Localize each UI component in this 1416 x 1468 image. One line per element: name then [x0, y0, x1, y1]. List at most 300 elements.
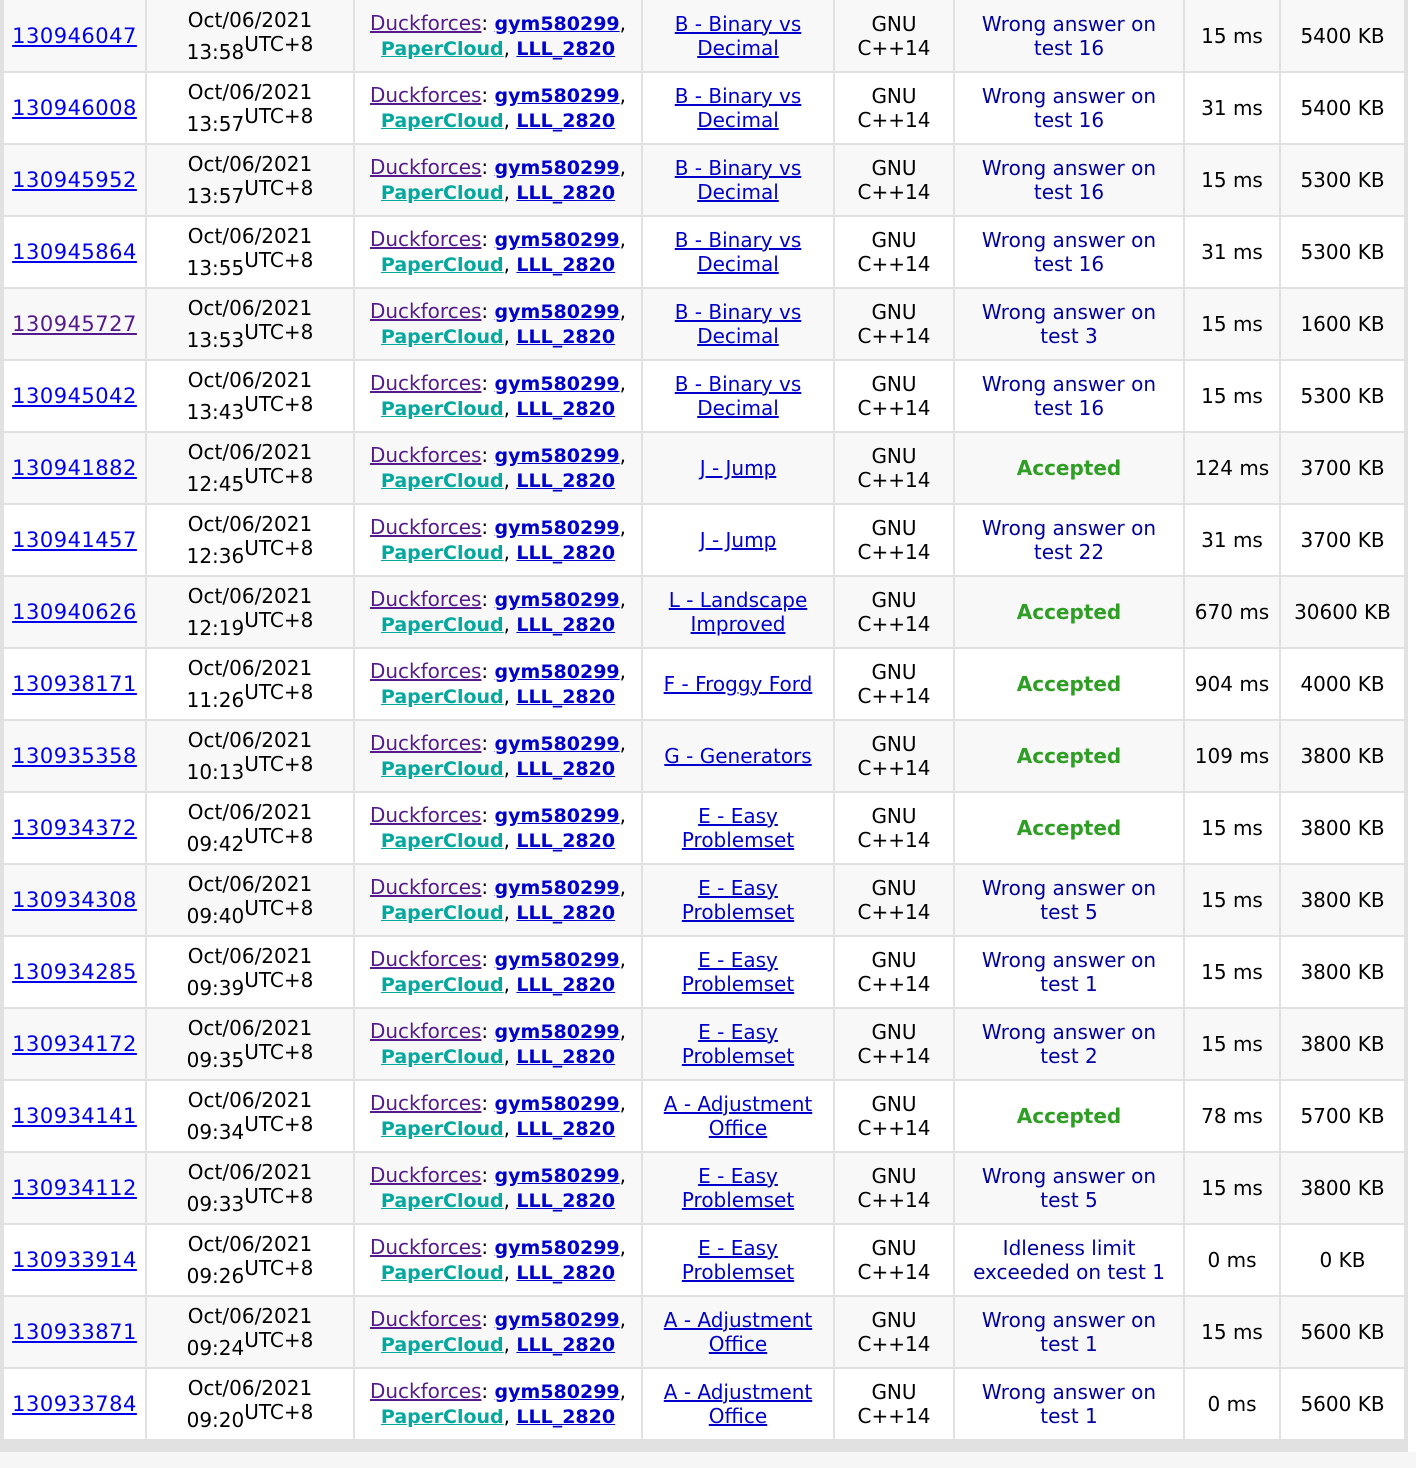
team-name-link[interactable]: Duckforces: [369, 10, 482, 35]
who-line-1: Duckforces: gym580299,: [369, 947, 626, 971]
verdict-label: Wrong answer on test 5: [981, 876, 1157, 924]
problem-cell: [642, 1008, 834, 1080]
team-member-link[interactable]: LLL_2820: [516, 254, 616, 276]
memory-cell: [1280, 216, 1404, 288]
when-cell: [146, 72, 354, 144]
problem-link[interactable]: J - Jump: [699, 528, 777, 552]
problem-cell: [642, 792, 834, 864]
timezone-label: UTC+8: [244, 1328, 314, 1352]
problem-cell: [642, 1080, 834, 1152]
problem-link[interactable]: B - Binary vs Decimal: [674, 156, 802, 204]
verdict-label: Wrong answer on test 16: [981, 228, 1157, 276]
verdict-cell: [954, 576, 1184, 648]
when-cell: [146, 288, 354, 360]
submission-date: Oct/06/2021: [187, 296, 313, 320]
time-consumed: 0 ms: [1207, 1392, 1257, 1416]
problem-link[interactable]: A - Adjustment Office: [663, 1092, 813, 1140]
team-member-link[interactable]: PaperCloud: [380, 686, 504, 708]
team-name-link[interactable]: Duckforces: [369, 371, 482, 395]
verdict-label: Wrong answer on test 1: [981, 1380, 1157, 1428]
submission-time: 09:20: [186, 1408, 245, 1432]
who-line-1: Duckforces: gym580299,: [369, 10, 626, 35]
submission-id-cell: [4, 144, 146, 216]
verdict-label: Wrong answer on test 2: [981, 1020, 1157, 1068]
memory-cell: [1280, 144, 1404, 216]
who-cell: [354, 432, 642, 504]
who-line-2: PaperCloud, LLL_2820: [380, 35, 616, 60]
team-member-link[interactable]: gym580299: [494, 12, 620, 35]
team-member-link[interactable]: LLL_2820: [516, 110, 616, 132]
team-member-link[interactable]: PaperCloud: [380, 254, 504, 276]
who-line-1: Duckforces: gym580299,: [369, 155, 626, 179]
team-member-link[interactable]: PaperCloud: [380, 830, 504, 852]
language-label: GNU C++14: [857, 228, 931, 276]
table-row: [4, 1152, 1404, 1224]
who-line-1: Duckforces: gym580299,: [369, 875, 626, 899]
memory-cell: [1280, 576, 1404, 648]
who-line-1: Duckforces: gym580299,: [369, 1091, 626, 1115]
time-consumed: 15 ms: [1201, 816, 1263, 840]
problem-cell: [642, 72, 834, 144]
language-label: GNU C++14: [857, 156, 931, 204]
team-member-link[interactable]: LLL_2820: [516, 758, 616, 780]
memory-consumed: 4000 KB: [1300, 672, 1385, 696]
time-cell: [1184, 648, 1280, 720]
when-cell: [146, 1008, 354, 1080]
time-consumed: 124 ms: [1194, 456, 1270, 480]
submission-date: Oct/06/2021: [187, 1376, 313, 1400]
time-cell: [1184, 1152, 1280, 1224]
problem-link[interactable]: B - Binary vs Decimal: [674, 228, 802, 276]
submission-id-link[interactable]: 130933784: [12, 1392, 137, 1416]
team-member-link[interactable]: LLL_2820: [516, 398, 616, 420]
time-cell: [1184, 720, 1280, 792]
team-member-link[interactable]: PaperCloud: [380, 326, 504, 348]
memory-consumed: 3800 KB: [1300, 888, 1385, 912]
time-cell: [1184, 936, 1280, 1008]
verdict-cell: [954, 288, 1184, 360]
team-member-link[interactable]: PaperCloud: [380, 1406, 504, 1428]
team-name-link[interactable]: Duckforces: [369, 83, 482, 107]
submission-id-link[interactable]: 130934285: [12, 960, 137, 984]
team-member-link[interactable]: PaperCloud: [380, 1334, 504, 1356]
who-cell: [354, 360, 642, 432]
verdict-cell: [954, 792, 1184, 864]
submission-date: Oct/06/2021: [187, 944, 313, 968]
team-member-link[interactable]: PaperCloud: [380, 1262, 504, 1284]
team-member-link[interactable]: gym580299: [494, 877, 620, 899]
table-row: [4, 1008, 1404, 1080]
team-name-link[interactable]: Duckforces: [369, 731, 482, 755]
memory-cell: [1280, 288, 1404, 360]
memory-cell: [1280, 1368, 1404, 1440]
table-row: [4, 144, 1404, 216]
problem-link[interactable]: F - Froggy Ford: [663, 672, 813, 696]
problem-link[interactable]: B - Binary vs Decimal: [674, 372, 802, 420]
team-member-link[interactable]: PaperCloud: [380, 398, 504, 420]
submissions-table-body: [4, 0, 1404, 1440]
team-member-link[interactable]: gym580299: [494, 733, 620, 755]
team-member-link[interactable]: gym580299: [494, 1309, 620, 1331]
team-member-link[interactable]: LLL_2820: [516, 614, 616, 636]
when-cell: [146, 504, 354, 576]
when-cell: [146, 1368, 354, 1440]
timezone-label: UTC+8: [244, 1112, 314, 1136]
who-line-2: PaperCloud, LLL_2820: [380, 1332, 616, 1356]
memory-consumed: 3700 KB: [1300, 528, 1385, 552]
submission-time-line: [153, 1400, 347, 1432]
team-name-link[interactable]: Duckforces: [369, 1019, 482, 1043]
submission-date: Oct/06/2021: [187, 584, 313, 608]
memory-cell: [1280, 504, 1404, 576]
submission-id-cell: [4, 216, 146, 288]
team-name-link[interactable]: Duckforces: [369, 1235, 482, 1259]
table-row: [4, 360, 1404, 432]
submission-time: 09:42: [186, 832, 245, 856]
when-cell: [146, 216, 354, 288]
language-label: GNU C++14: [857, 444, 931, 492]
team-member-link[interactable]: PaperCloud: [380, 614, 504, 636]
submission-time: 10:13: [186, 760, 245, 784]
team-member-link[interactable]: PaperCloud: [380, 182, 504, 204]
team-member-link[interactable]: PaperCloud: [380, 1118, 504, 1140]
who-line-2: PaperCloud, LLL_2820: [380, 180, 616, 204]
submission-id-link[interactable]: 130934112: [12, 1176, 137, 1200]
team-member-link[interactable]: gym580299: [494, 85, 620, 107]
language-label: GNU C++14: [857, 1020, 931, 1068]
team-member-link[interactable]: gym580299: [494, 661, 620, 683]
problem-link[interactable]: E - Easy Problemset: [681, 876, 795, 924]
table-row: [4, 1224, 1404, 1296]
submission-id-link[interactable]: 130946047: [12, 23, 137, 48]
team-member-link[interactable]: gym580299: [494, 1165, 620, 1187]
verdict-label: Accepted: [1016, 600, 1122, 624]
problem-link[interactable]: E - Easy Problemset: [681, 948, 795, 996]
when-cell: [146, 1080, 354, 1152]
submission-id-cell: [4, 1296, 146, 1368]
when-cell: [146, 720, 354, 792]
submission-time: 12:19: [186, 616, 245, 640]
team-name-link[interactable]: Duckforces: [369, 515, 482, 539]
verdict-cell: [954, 648, 1184, 720]
verdict-label: Wrong answer on test 5: [981, 1164, 1157, 1212]
problem-cell: [642, 936, 834, 1008]
problem-link[interactable]: E - Easy Problemset: [681, 804, 795, 852]
submission-time-line: [153, 464, 347, 496]
team-member-link[interactable]: gym580299: [494, 1237, 620, 1259]
language-cell: [834, 432, 954, 504]
who-cell: [354, 720, 642, 792]
submission-date: Oct/06/2021: [187, 512, 313, 536]
timezone-label: UTC+8: [244, 968, 314, 992]
team-member-link[interactable]: LLL_2820: [516, 326, 616, 348]
team-member-link[interactable]: LLL_2820: [516, 974, 616, 996]
team-name-link[interactable]: Duckforces: [369, 1163, 482, 1187]
submission-id-cell: [4, 1152, 146, 1224]
submission-id-link[interactable]: 130941457: [12, 528, 137, 552]
team-member-link[interactable]: PaperCloud: [380, 1046, 504, 1068]
who-cell: [354, 576, 642, 648]
problem-link[interactable]: L - Landscape Improved: [668, 588, 808, 636]
timezone-label: UTC+8: [244, 680, 314, 704]
problem-link[interactable]: B - Binary vs Decimal: [674, 300, 802, 348]
verdict-cell: [954, 72, 1184, 144]
who-cell: [354, 144, 642, 216]
problem-link[interactable]: A - Adjustment Office: [663, 1380, 813, 1428]
submission-id-cell: [4, 1368, 146, 1440]
time-cell: [1184, 1008, 1280, 1080]
team-member-link[interactable]: gym580299: [494, 805, 620, 827]
submission-id-link[interactable]: 130933871: [12, 1320, 137, 1344]
verdict-cell: [954, 504, 1184, 576]
submission-date: Oct/06/2021: [187, 1088, 313, 1112]
verdict-cell: [954, 864, 1184, 936]
team-member-link[interactable]: PaperCloud: [380, 758, 504, 780]
team-member-link[interactable]: LLL_2820: [516, 182, 616, 204]
memory-cell: [1280, 432, 1404, 504]
team-member-link[interactable]: LLL_2820: [516, 1190, 616, 1212]
memory-cell: [1280, 72, 1404, 144]
when-cell: [146, 1224, 354, 1296]
memory-consumed: 1600 KB: [1300, 312, 1385, 336]
language-label: GNU C++14: [857, 516, 931, 564]
submission-time-line: [153, 608, 347, 640]
team-member-link[interactable]: LLL_2820: [516, 1262, 616, 1284]
time-consumed: 15 ms: [1201, 960, 1263, 984]
submission-id-link[interactable]: 130945952: [12, 168, 137, 192]
submission-time: 13:58: [186, 39, 245, 64]
table-row: [4, 792, 1404, 864]
submission-time: 09:33: [186, 1192, 245, 1216]
timezone-label: UTC+8: [244, 824, 314, 848]
problem-link[interactable]: B - Binary vs Decimal: [674, 84, 802, 132]
who-cell: [354, 864, 642, 936]
when-cell: [146, 864, 354, 936]
table-row: [4, 864, 1404, 936]
team-member-link[interactable]: PaperCloud: [380, 110, 504, 132]
verdict-cell: [954, 936, 1184, 1008]
team-member-link[interactable]: LLL_2820: [516, 830, 616, 852]
table-row: [4, 1368, 1404, 1440]
verdict-cell: [954, 0, 1184, 72]
memory-cell: [1280, 648, 1404, 720]
team-name-link[interactable]: Duckforces: [369, 947, 482, 971]
language-label: GNU C++14: [857, 300, 931, 348]
submission-date: Oct/06/2021: [187, 7, 313, 32]
team-name-link[interactable]: Duckforces: [369, 1307, 482, 1331]
team-member-link[interactable]: LLL_2820: [516, 37, 616, 60]
verdict-label: Wrong answer on test 16: [981, 372, 1157, 420]
team-name-link[interactable]: Duckforces: [369, 1379, 482, 1403]
submission-date: Oct/06/2021: [187, 152, 313, 176]
team-member-link[interactable]: gym580299: [494, 589, 620, 611]
team-member-link[interactable]: LLL_2820: [516, 1406, 616, 1428]
submission-id-link[interactable]: 130945864: [12, 240, 137, 264]
submission-time: 12:36: [186, 544, 245, 568]
submission-time: 09:35: [186, 1048, 245, 1072]
when-cell: [146, 432, 354, 504]
problem-cell: [642, 216, 834, 288]
time-cell: [1184, 1296, 1280, 1368]
language-cell: [834, 504, 954, 576]
submission-time: 12:45: [186, 472, 245, 496]
verdict-cell: [954, 216, 1184, 288]
verdict-label: Accepted: [1016, 672, 1122, 696]
submission-time-line: [153, 752, 347, 784]
submission-id-link[interactable]: 130934172: [12, 1032, 137, 1056]
submission-time: 11:26: [186, 688, 245, 712]
team-name-link[interactable]: Duckforces: [369, 875, 482, 899]
language-label: GNU C++14: [857, 1236, 931, 1284]
team-member-link[interactable]: LLL_2820: [516, 470, 616, 492]
time-consumed: 109 ms: [1194, 744, 1270, 768]
problem-link[interactable]: E - Easy Problemset: [681, 1164, 795, 1212]
language-label: GNU C++14: [857, 11, 931, 60]
team-member-link[interactable]: LLL_2820: [516, 542, 616, 564]
who-line-1: Duckforces: gym580299,: [369, 299, 626, 323]
team-name-link[interactable]: Duckforces: [369, 227, 482, 251]
when-cell: [146, 1296, 354, 1368]
submission-id-link[interactable]: 130934372: [12, 816, 137, 840]
problem-link[interactable]: A - Adjustment Office: [663, 1308, 813, 1356]
team-name-link[interactable]: Duckforces: [369, 299, 482, 323]
language-cell: [834, 864, 954, 936]
submission-date: Oct/06/2021: [187, 224, 313, 248]
submission-time-line: [153, 896, 347, 928]
problem-link[interactable]: B - Binary vs Decimal: [674, 11, 802, 60]
submission-id-link[interactable]: 130946008: [12, 96, 137, 120]
who-cell: [354, 1152, 642, 1224]
verdict-label: Wrong answer on test 3: [981, 300, 1157, 348]
team-name-link[interactable]: Duckforces: [369, 803, 482, 827]
who-line-2: PaperCloud, LLL_2820: [380, 1188, 616, 1212]
team-member-link[interactable]: PaperCloud: [380, 1190, 504, 1212]
submission-time: 09:24: [186, 1336, 245, 1360]
submission-time-line: [153, 1112, 347, 1144]
team-member-link[interactable]: gym580299: [494, 157, 620, 179]
time-consumed: 15 ms: [1201, 888, 1263, 912]
team-member-link[interactable]: LLL_2820: [516, 902, 616, 924]
team-member-link[interactable]: gym580299: [494, 1093, 620, 1115]
submission-id-cell: [4, 792, 146, 864]
team-name-link[interactable]: Duckforces: [369, 659, 482, 683]
verdict-label: Wrong answer on test 1: [981, 1308, 1157, 1356]
time-cell: [1184, 576, 1280, 648]
memory-consumed: 3800 KB: [1300, 1176, 1385, 1200]
memory-consumed: 3800 KB: [1300, 816, 1385, 840]
submission-id-link[interactable]: 130940626: [12, 600, 137, 624]
time-consumed: 31 ms: [1201, 96, 1263, 120]
submission-id-link[interactable]: 130945042: [12, 384, 137, 408]
memory-cell: [1280, 792, 1404, 864]
memory-consumed: 5400 KB: [1300, 23, 1385, 48]
time-cell: [1184, 792, 1280, 864]
team-member-link[interactable]: gym580299: [494, 1021, 620, 1043]
team-member-link[interactable]: LLL_2820: [516, 686, 616, 708]
team-member-link[interactable]: gym580299: [494, 1381, 620, 1403]
submission-time-line: [153, 176, 347, 208]
submission-time-line: [153, 824, 347, 856]
problem-cell: [642, 576, 834, 648]
team-name-link[interactable]: Duckforces: [369, 443, 482, 467]
team-member-link[interactable]: PaperCloud: [380, 37, 504, 60]
memory-consumed: 5300 KB: [1300, 384, 1385, 408]
submission-time-line: [153, 1328, 347, 1360]
verdict-label: Wrong answer on test 16: [981, 84, 1157, 132]
language-cell: [834, 1080, 954, 1152]
submission-id-link[interactable]: 130935358: [12, 744, 137, 768]
submission-id-cell: [4, 0, 146, 72]
submission-time: 09:26: [186, 1264, 245, 1288]
when-cell: [146, 0, 354, 72]
problem-link[interactable]: G - Generators: [664, 744, 812, 768]
submission-id-cell: [4, 864, 146, 936]
submission-id-link[interactable]: 130938171: [12, 672, 137, 696]
timezone-label: UTC+8: [244, 320, 314, 344]
table-row: [4, 432, 1404, 504]
submission-id-cell: [4, 288, 146, 360]
submission-time: 09:34: [186, 1120, 245, 1144]
submission-date: Oct/06/2021: [187, 368, 313, 392]
verdict-cell: [954, 1224, 1184, 1296]
timezone-label: UTC+8: [244, 536, 314, 560]
submission-id-cell: [4, 432, 146, 504]
language-cell: [834, 720, 954, 792]
time-cell: [1184, 144, 1280, 216]
team-member-link[interactable]: LLL_2820: [516, 1046, 616, 1068]
submission-time: 09:39: [186, 976, 245, 1000]
problem-cell: [642, 432, 834, 504]
language-label: GNU C++14: [857, 1092, 931, 1140]
problem-link[interactable]: E - Easy Problemset: [681, 1236, 795, 1284]
time-cell: [1184, 864, 1280, 936]
problem-link[interactable]: J - Jump: [699, 456, 777, 480]
problem-cell: [642, 504, 834, 576]
team-member-link[interactable]: PaperCloud: [380, 902, 504, 924]
team-member-link[interactable]: gym580299: [494, 301, 620, 323]
team-member-link[interactable]: gym580299: [494, 949, 620, 971]
submission-id-link[interactable]: 130934308: [12, 888, 137, 912]
team-member-link[interactable]: PaperCloud: [380, 974, 504, 996]
who-line-2: PaperCloud, LLL_2820: [380, 756, 616, 780]
team-member-link[interactable]: gym580299: [494, 517, 620, 539]
submission-id-link[interactable]: 130933914: [12, 1248, 137, 1272]
submission-time-line: [153, 248, 347, 280]
who-line-1: Duckforces: gym580299,: [369, 587, 626, 611]
team-member-link[interactable]: LLL_2820: [516, 1118, 616, 1140]
time-consumed: 15 ms: [1201, 384, 1263, 408]
language-cell: [834, 648, 954, 720]
memory-consumed: 30600 KB: [1294, 600, 1391, 624]
problem-link[interactable]: E - Easy Problemset: [681, 1020, 795, 1068]
team-member-link[interactable]: gym580299: [494, 229, 620, 251]
submission-id-link[interactable]: 130945727: [12, 312, 137, 336]
who-cell: [354, 1008, 642, 1080]
team-member-link[interactable]: PaperCloud: [380, 542, 504, 564]
submission-id-link[interactable]: 130941882: [12, 456, 137, 480]
language-cell: [834, 576, 954, 648]
team-member-link[interactable]: LLL_2820: [516, 1334, 616, 1356]
who-line-2: PaperCloud, LLL_2820: [380, 1116, 616, 1140]
team-member-link[interactable]: gym580299: [494, 445, 620, 467]
submission-id-link[interactable]: 130934141: [12, 1104, 137, 1128]
team-name-link[interactable]: Duckforces: [369, 155, 482, 179]
team-member-link[interactable]: gym580299: [494, 373, 620, 395]
verdict-cell: [954, 432, 1184, 504]
team-name-link[interactable]: Duckforces: [369, 587, 482, 611]
team-member-link[interactable]: PaperCloud: [380, 470, 504, 492]
team-name-link[interactable]: Duckforces: [369, 1091, 482, 1115]
